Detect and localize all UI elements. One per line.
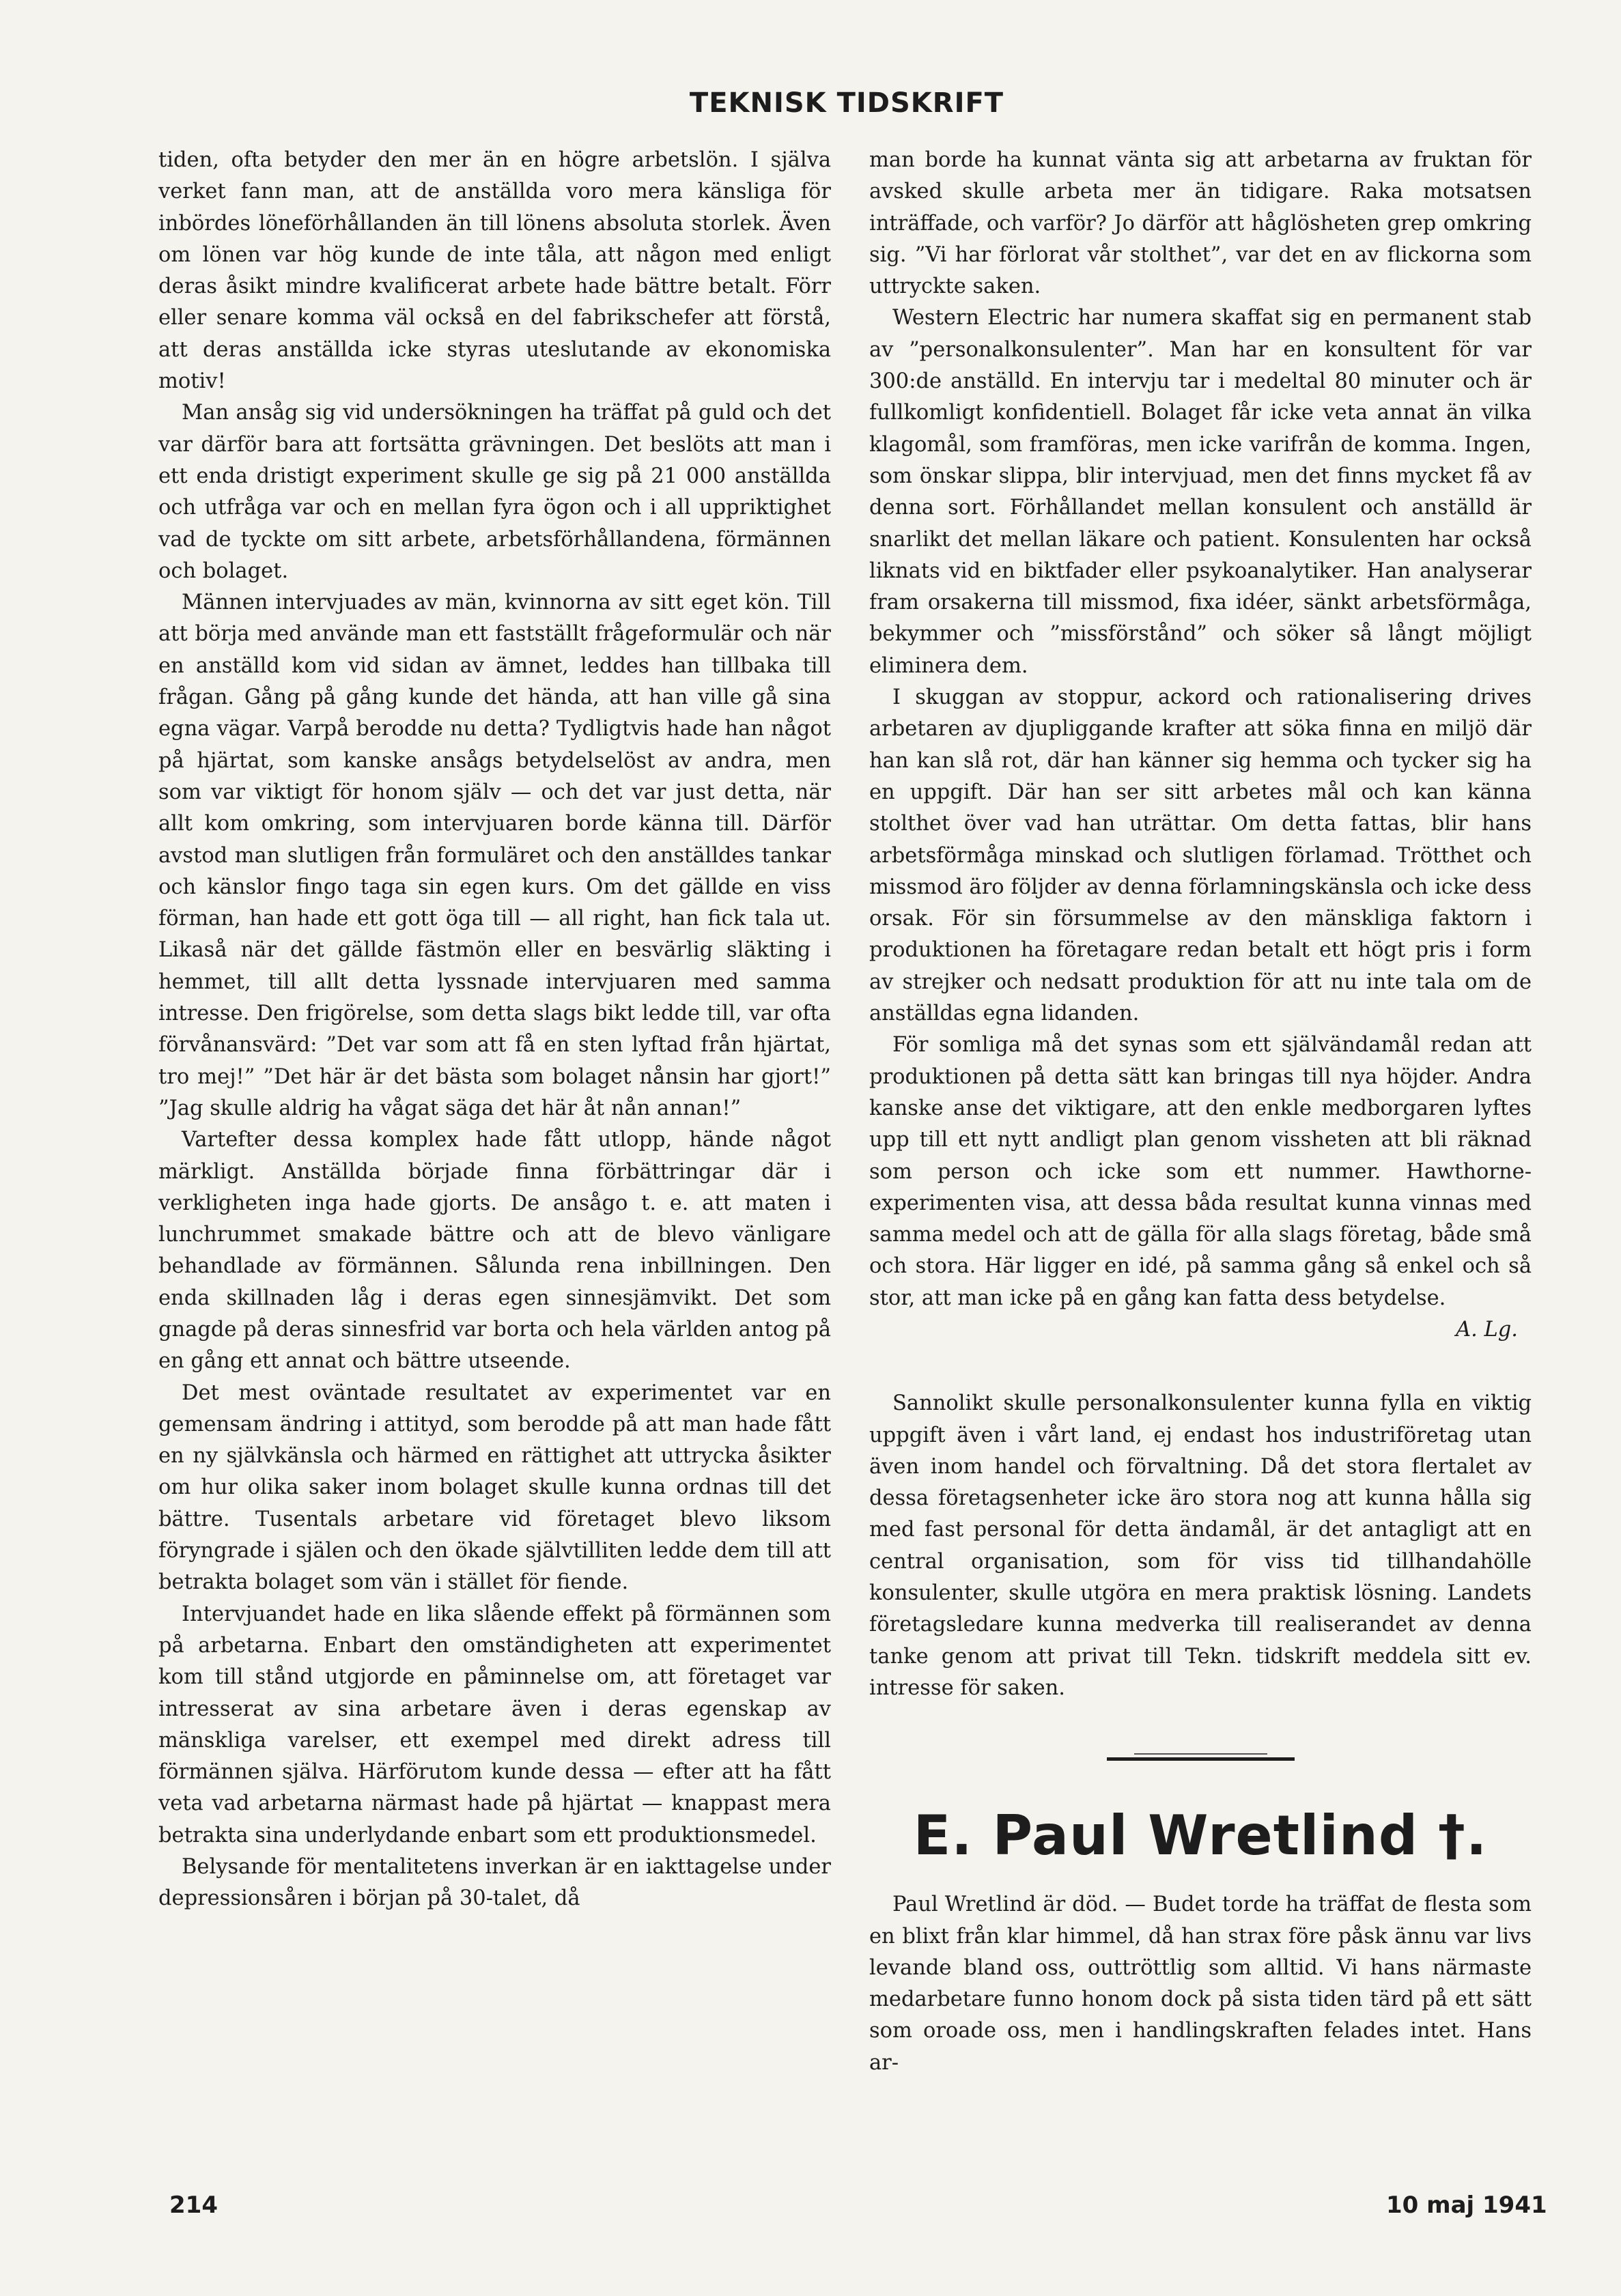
editorial-note: Sannolikt skulle personalkonsulenter kunna fylla en viktig uppgift även i vårt land, ej endast hos industriföretag utan även inom handel och förvaltning. Då det stora flertalet av dessa företagsenheter icke äro stora nog att kunna hålla sig med fast personal för detta ändamål, är det antagligt att en central organisation, som för viss tid tillhandahölle konsulenter, skulle utgöra en mera praktisk lösning. Landets företagsledare kunna medverka till realiserandet av denna tanke genom att privat till Tekn. tidskrift meddela sitt ev. intresse för saken. [869, 1391, 1532, 1700]
paragraph: Intervjuandet hade en lika slående effekt på förmännen som på arbetarna. Enbart den omständigheten att experimentet kom till stånd utgjorde en påminnelse om, att företaget var intresserat av sina arbetare även i deras egenskap av mänskliga varelser, ett exempel med direkt adress till förmännen själva. Härförutom kunde dessa — efter att ha fått veta vad arbetarna närmast hade på hjärtat — knappast mera betrakta sina underlydande enbart som ett produktionsmedel. [158, 1602, 831, 1847]
signature-line [869, 1314, 1532, 1346]
issue-date: 10 maj 1941 [1386, 2192, 1547, 2219]
paragraph: I skuggan av stoppur, ackord och rationalisering drives arbetaren av djupliggande krafter att söka finna en miljö där han kan slå rot, där han känner sig hemma och tycker sig ha en uppgift. Där han ser sitt arbetes mål och kan känna stolthet över vad han uträttar. Om detta fattas, blir hans arbetsförmåga minskad och slutligen förlamad. Trötthet och missmod äro följder av denna förlamningskänsla och icke dess orsak. För sin försummelse av den mänskliga faktorn i produktionen ha företagare redan betalt ett högt pris i form av strejker och nedsatt produktion för att nu inte tala om de anställdas egna lidanden. [869, 685, 1532, 1026]
paragraph: För somliga må det synas som ett självändamål redan att produktionen på detta sätt kan bringas till nya höjder. Andra kanske anse det viktigare, att den enkle medborgaren lyftes upp till ett nytt andligt plan genom vissheten att bli räknad som person och icke som ett nummer. Hawthorne-experimenten visa, att dessa båda resultat kunna vinnas med samma medel och att de gälla för alla slags företag, både små och stora. Här ligger en idé, på samma gång så enkel och så stor, att man icke på en gång kan fatta dess betydelse. [869, 1033, 1532, 1310]
obituary-title: E. Paul Wretlind †. [913, 1804, 1488, 1868]
right-column [869, 145, 1532, 2079]
section-divider [1107, 1757, 1295, 1761]
paragraph: Vartefter dessa komplex hade fått utlopp, hände något märkligt. Anställda började finna förbättringar där i verkligheten inga hade gjorts. De ansågo t. e. att maten i lunchrummet smakade bättre och att de blevo vänligare behandlade av förmännen. Sålunda rena inbillningen. Den enda skillnaden låg i deras egen sinnesjämvikt. Det som gnagde på deras sinnesfrid var borta och hela världen antog på en gång ett annat och bättre utseende. [158, 1128, 831, 1374]
paragraph: Man ansåg sig vid undersökningen ha träffat på guld och det var därför bara att fortsätta grävningen. Det beslöts att man i ett enda dristigt experiment skulle ge sig på 21 000 anställda och utfråga var och en mellan fyra ögon och i all uppriktighet vad de tyckte om sitt arbete, arbetsförhållandena, förmännen och bolaget. [158, 401, 831, 583]
paragraph: Det mest oväntade resultatet av experimentet var en gemensam ändring i attityd, som berodde på att man hade fått en ny självkänsla och härmed en rättighet att uttrycka åsikter om hur olika saker inom bolaget skulle kunna ordnas till det bättre. Tusentals arbetare vid företaget blevo liksom föryngrade i själen och den ökade självtilliten ledde dem till att betrakta bolaget som vän i stället för fiende. [158, 1380, 831, 1595]
obituary-text: Paul Wretlind är död. — Budet torde ha träffat de flesta som en blixt från klar himmel, då han strax före påsk ännu var livs levande bland oss, outtröttlig som alltid. Vi hans närmaste medarbetare funno honom dock på sista tiden tärd på ett sätt som oroade oss, men i handlingskraften felades intet. Hans ar- [869, 1893, 1532, 2075]
paragraph: Western Electric har numera skaffat sig en permanent stab av ”personalkonsulenter”. Man har en konsultent för var 300:de anställd. En intervju tar i medeltal 80 minuter och är fullkomligt konfidentiell. Bolaget får icke veta annat än vilka klagomål, som framföras, men icke varifrån de komma. Ingen, som önskar slippa, blir intervjuad, men det finns mycket få av denna sort. Förhållandet mellan konsulent och anställd är snarlikt det mellan läkare och patient. Konsulenten har också liknats vid en biktfader eller psykoanalytiker. Han analyserar fram orsakerna till missmod, fixa idéer, sänkt arbetsförmåga, bekymmer och ”missförstånd” och söker så långt möjligt eliminera dem. [869, 306, 1532, 678]
paragraph: man borde ha kunnat vänta sig att arbetarna av fruktan för avsked skulle arbeta mer än tidigare. Raka motsatsen inträffade, och varför? Jo därför att håglösheten grep omkring sig. ”Vi har förlorat vår stolthet”, var det en av flickorna som uttryckte saken. [869, 148, 1532, 299]
journal-title: TEKNISK TIDSKRIFT [689, 87, 1004, 119]
author-signature: A. Lg. [1456, 1317, 1518, 1342]
paragraph: Belysande för mentalitetens inverkan är en iakttagelse under depressionsåren i början på 30-talet, då [158, 1855, 831, 1911]
page-number: 214 [169, 2192, 218, 2219]
left-column [158, 145, 831, 1915]
paragraph: Männen intervjuades av män, kvinnorna av sitt eget kön. Till att börja med använde man ett fastställt frågeformulär och när en anställd kom vid sidan av ämnet, leddes han tillbaka till frågan. Gång på gång kunde det hända, att han ville gå sina egna vägar. Varpå berodde nu detta? Tydligtvis hade han något på hjärtat, som kanske ansågs betydelselöst av andra, men som var viktigt för honom själv — och det var just detta, när allt kom omkring, som intervjuaren borde känna till. Därför avstod man slutligen från formuläret och den anställdes tankar och känslor fingo taga sin egen kurs. Om det gällde en viss förman, han hade ett gott öga till — all right, han fick tala ut. Likaså när det gällde fästmön eller en besvärlig släkting i hemmet, till allt detta lyssnade intervjuaren med samma intresse. Den frigörelse, som detta slags bikt ledde till, var ofta förvånansvärd: ”Det var som att få en sten lyftad från hjärtat, tro mej!” ”Det här är det bästa som bolaget nånsin har gjort!” ”Jag skulle aldrig ha vågat säga det här åt nån annan!” [158, 591, 831, 1120]
paragraph: tiden, ofta betyder den mer än en högre arbetslön. I själva verket fann man, att de anställda voro mera känsliga för inbördes löneförhållanden än till lönens absoluta storlek. Även om lönen var hög kunde de inte tåla, att någon med enligt deras åsikt mindre kvalificerat arbete hade bättre betalt. Förr eller senare komma väl också en del fabrikschefer att förstå, att deras anställda icke styras uteslutande av ekonomiska motiv! [158, 148, 831, 394]
